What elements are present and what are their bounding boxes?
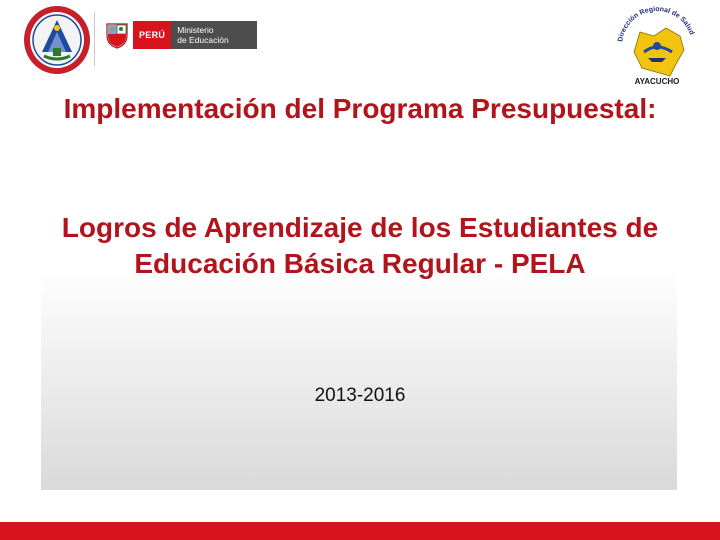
- peru-label: PERÚ: [133, 21, 171, 49]
- ministry-label: [171, 21, 257, 49]
- ministry-line-1: Ministerio: [177, 25, 214, 35]
- dre-ayacucho-logo-icon: [612, 2, 702, 88]
- slide-title: Implementación del Programa Presupuestal:: [63, 93, 657, 124]
- slide-years: 2013-2016: [314, 385, 406, 406]
- school-seal-icon: [22, 4, 92, 76]
- logo-caption: AYACUCHO: [634, 77, 680, 86]
- peru-coat-of-arms-icon: [104, 21, 130, 49]
- footer-band: [0, 522, 720, 540]
- header-divider: [94, 12, 95, 66]
- minedu-logo: [104, 21, 257, 49]
- content-panel: [41, 268, 677, 490]
- logo-arc-text: Dirección Regional de Salud: [617, 5, 695, 43]
- ministry-line-2: de Educación: [177, 35, 229, 45]
- slide-subtitle: Logros de Aprendizaje de los Estudiantes de Educación Básica Regular - PELA: [61, 212, 659, 279]
